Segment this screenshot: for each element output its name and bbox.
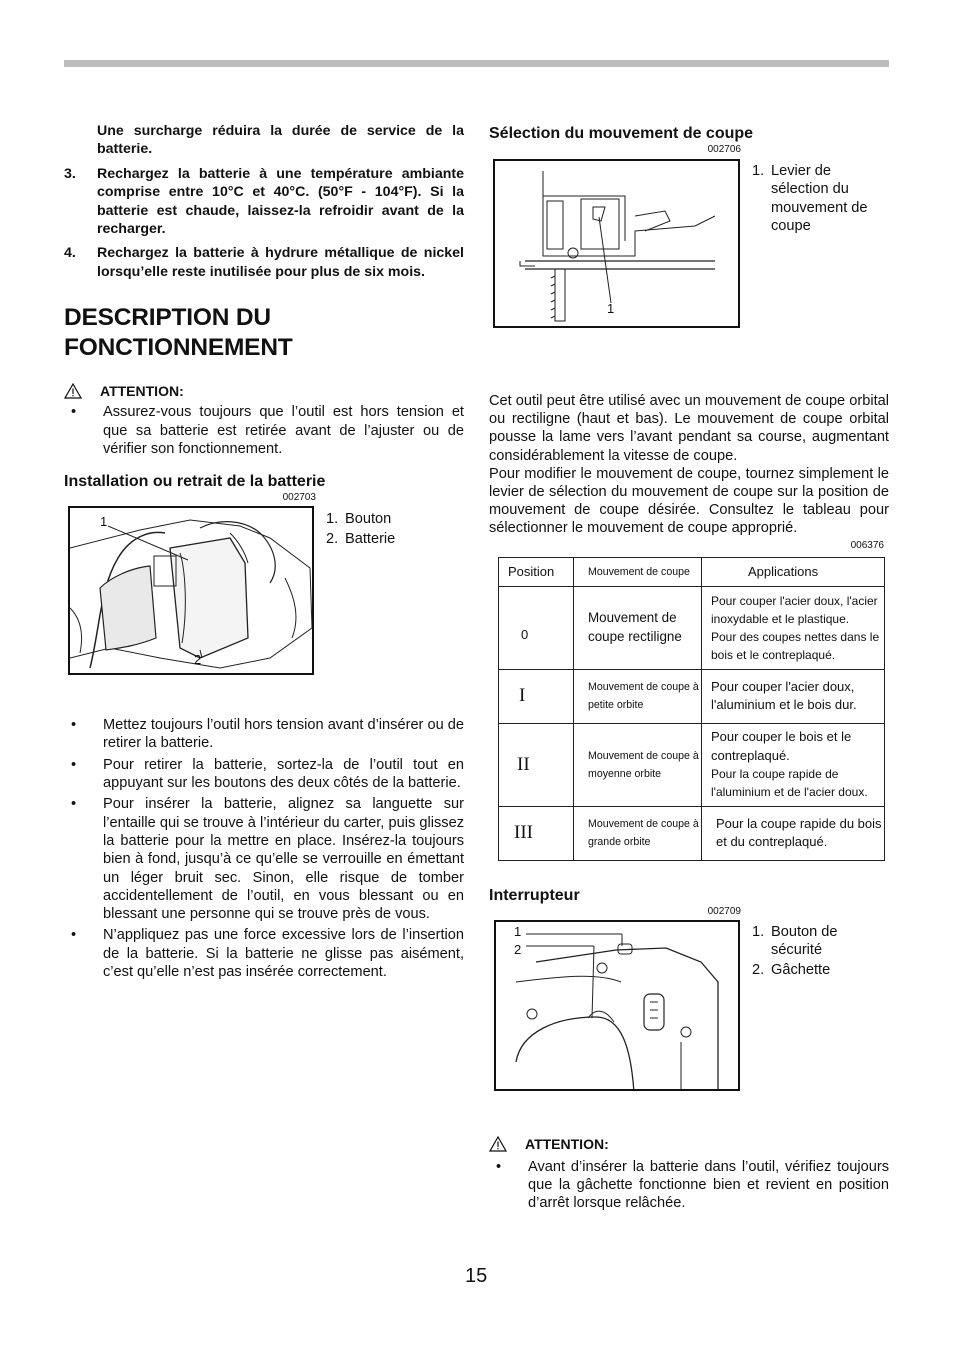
cut-paragraph-2: Pour modifier le mouvement de coupe, tournez simplement le levier de sélection du mouvement de coupe sur la position de mouvement de coupe désirée. Consultez le tableau pour sélectionner le mouvement de coupe approprié. — [489, 465, 889, 537]
cut-figure-row — [489, 159, 889, 339]
page-number: 15 — [465, 1265, 488, 1287]
attention-bullet — [64, 403, 464, 458]
application-line: Pour la coupe rapide de l'aluminium et de l'acier doux. — [711, 767, 868, 800]
legend-number: 1. — [752, 163, 765, 179]
attention-label: ATTENTION: — [525, 1135, 609, 1152]
section-title — [64, 303, 464, 363]
item-text: Rechargez la batterie à une température ambiante comprise entre 10°C et 40°C. (50°F - 104°F). Si la batterie est chaude, laissez-la refroidir avant de la recharger. — [97, 165, 464, 238]
movement-cell: Mouvement de coupe rectiligne — [574, 586, 702, 669]
header-position: Position — [499, 557, 574, 586]
bullet-dot: • — [71, 927, 77, 944]
callout-1: 1 — [100, 514, 108, 530]
bullet-text: Mettez toujours l’outil hors tension avant d’insérer ou de retirer la batterie. — [103, 717, 464, 752]
cut-mode-table — [498, 557, 885, 861]
battery-bullets — [64, 716, 464, 981]
battery-figure-row — [64, 506, 464, 686]
figure-code: 002703 — [282, 492, 316, 504]
legend-text: Bouton de sécurité — [771, 923, 838, 958]
battery-legend — [326, 510, 466, 549]
left-column — [64, 122, 464, 981]
attention-heading — [489, 1136, 889, 1152]
legend-item — [326, 530, 466, 548]
legend-number: 2. — [752, 962, 765, 979]
movement-cell: Mouvement de coupe à petite orbite — [574, 669, 702, 723]
table-row — [499, 723, 885, 806]
section-title-line1: DESCRIPTION DU — [64, 304, 271, 332]
applications-cell — [702, 723, 885, 806]
bullet-text: N’appliquez pas une force excessive lors de l’insertion de la batterie. Si la batterie ne glisse pas aisément, c’est qu’elle n’est pas insérée correctement. — [103, 927, 464, 980]
callout-2: 2 — [514, 941, 522, 957]
position-glyph: I — [519, 685, 526, 707]
callout-1: 1 — [514, 923, 522, 939]
legend-item — [752, 162, 892, 235]
position-cell — [499, 806, 574, 860]
cut-heading: Sélection du mouvement de coupe — [489, 125, 754, 142]
legend-text: Bouton — [345, 511, 392, 528]
figure-code: 002709 — [707, 905, 741, 917]
legend-item — [752, 961, 892, 979]
position-cell — [499, 723, 574, 806]
bullet-text: Pour retirer la batterie, sortez-la de l’outil tout en appuyant sur les boutons des deux côtés de la batterie. — [103, 756, 464, 792]
attention-heading — [64, 383, 464, 399]
cut-paragraph-1: Cet outil peut être utilisé avec un mouvement de coupe orbital ou rectiligne (haut et bas). Le mouvement de coupe orbital pousse la lame vers l’avant pendant sa course, augmentant considérablement la vitesse de coupe. — [489, 393, 889, 464]
position-cell: 0 — [499, 586, 574, 669]
position-glyph: II — [517, 753, 530, 775]
bullet-dot: • — [71, 717, 77, 734]
switch-figure — [494, 920, 740, 1091]
battery-bullet — [64, 716, 464, 753]
figure-code: 002706 — [707, 144, 741, 155]
bullet-text: Assurez-vous toujours que l’outil est hors tension et que sa batterie est retirée avant de l’ajuster ou de vérifier son fonctionnement. — [103, 404, 464, 457]
item-number: 4. — [64, 245, 76, 262]
bullet-dot: • — [71, 404, 77, 421]
position-cell — [499, 669, 574, 723]
applications-cell — [702, 586, 885, 669]
legend-text: Gâchette — [771, 962, 831, 979]
table-row — [499, 669, 885, 723]
applications-cell — [702, 669, 885, 723]
movement-cell: Mouvement de coupe à grande orbite — [574, 806, 702, 860]
battery-illustration — [70, 508, 314, 675]
header-movement: Mouvement de coupe — [574, 557, 702, 586]
movement-cell: Mouvement de coupe à moyenne orbite — [574, 723, 702, 806]
battery-heading: Installation ou retrait de la batterie — [64, 473, 326, 491]
legend-number: 1. — [752, 923, 765, 940]
bullet-dot: • — [496, 1158, 502, 1175]
legend-item — [752, 923, 892, 960]
bullet-text: Avant d’insérer la batterie dans l’outil, vérifiez toujours que la gâchette fonctionne bien et revient en position d’arrêt lorsque relâchée. — [528, 1158, 889, 1212]
battery-bullet — [64, 756, 464, 793]
attention-label: ATTENTION: — [100, 383, 184, 400]
item-text: Rechargez la batterie à hydrure métallique de nickel lorsqu’elle reste inutilisée pour plus de six mois. — [97, 245, 464, 280]
intro-text: Une surcharge réduira la durée de service de la batterie. — [97, 123, 464, 158]
application-line: Pour la coupe rapide du bois et du contreplaqué. — [716, 815, 882, 850]
legend-item — [326, 510, 466, 528]
battery-figure — [68, 506, 314, 675]
applications-cell — [702, 806, 885, 860]
legend-number: 1. — [326, 511, 339, 528]
application-line: Pour des coupes nettes dans le bois et le contreplaqué. — [711, 629, 880, 662]
warning-icon — [64, 383, 82, 399]
cut-figure — [493, 159, 740, 328]
application-line: Pour couper l'acier doux, l'acier inoxydable et le plastique. — [711, 593, 878, 626]
section-title-line2: FONCTIONNEMENT — [64, 334, 293, 362]
callout-1: 1 — [607, 301, 615, 316]
bullet-dot: • — [71, 756, 77, 773]
table-row — [499, 806, 885, 860]
right-column — [489, 122, 889, 1213]
application-line: Pour couper le bois et le contreplaqué. — [711, 729, 852, 763]
table-header-row — [499, 557, 885, 586]
table-row — [499, 586, 885, 669]
attention-bullet — [489, 1158, 889, 1213]
header-rule — [64, 60, 889, 67]
callout-2: 2 — [194, 652, 202, 668]
jigsaw-illustration — [495, 161, 740, 328]
legend-text: Levier de sélection du mouvement de coupe — [771, 163, 868, 234]
cut-legend — [752, 162, 892, 235]
battery-bullet — [64, 795, 464, 923]
numbered-item-3 — [64, 165, 464, 239]
position-glyph: III — [514, 822, 533, 844]
switch-heading: Interrupteur — [489, 886, 580, 904]
switch-legend — [752, 923, 892, 980]
numbered-item-4 — [64, 244, 464, 281]
switch-illustration — [496, 922, 740, 1091]
switch-figure-row — [489, 920, 889, 1100]
legend-number: 2. — [326, 531, 339, 548]
header-applications: Applications — [702, 557, 885, 586]
warning-icon — [489, 1136, 507, 1152]
legend-text: Batterie — [345, 531, 396, 548]
bullet-dot: • — [71, 796, 77, 813]
table-code: 006376 — [850, 539, 884, 551]
bullet-text: Pour insérer la batterie, alignez sa languette sur l’entaille qui se trouve à l’intérieur du carter, puis glissez la batterie pour la mettre en place. Insérez-la toujours bien à fond, jusqu’à ce qu’elle se verrouille en émettant un léger bruit sec. Sinon, elle risque de tomber accidentellement de l’outil, en vous blessant ou en blessant une personne qui se trouve près de vous. — [103, 796, 464, 923]
application-line: Pour couper l'acier doux, l'aluminium et le bois dur. — [711, 678, 857, 713]
battery-bullet — [64, 926, 464, 981]
item-number: 3. — [64, 165, 76, 182]
